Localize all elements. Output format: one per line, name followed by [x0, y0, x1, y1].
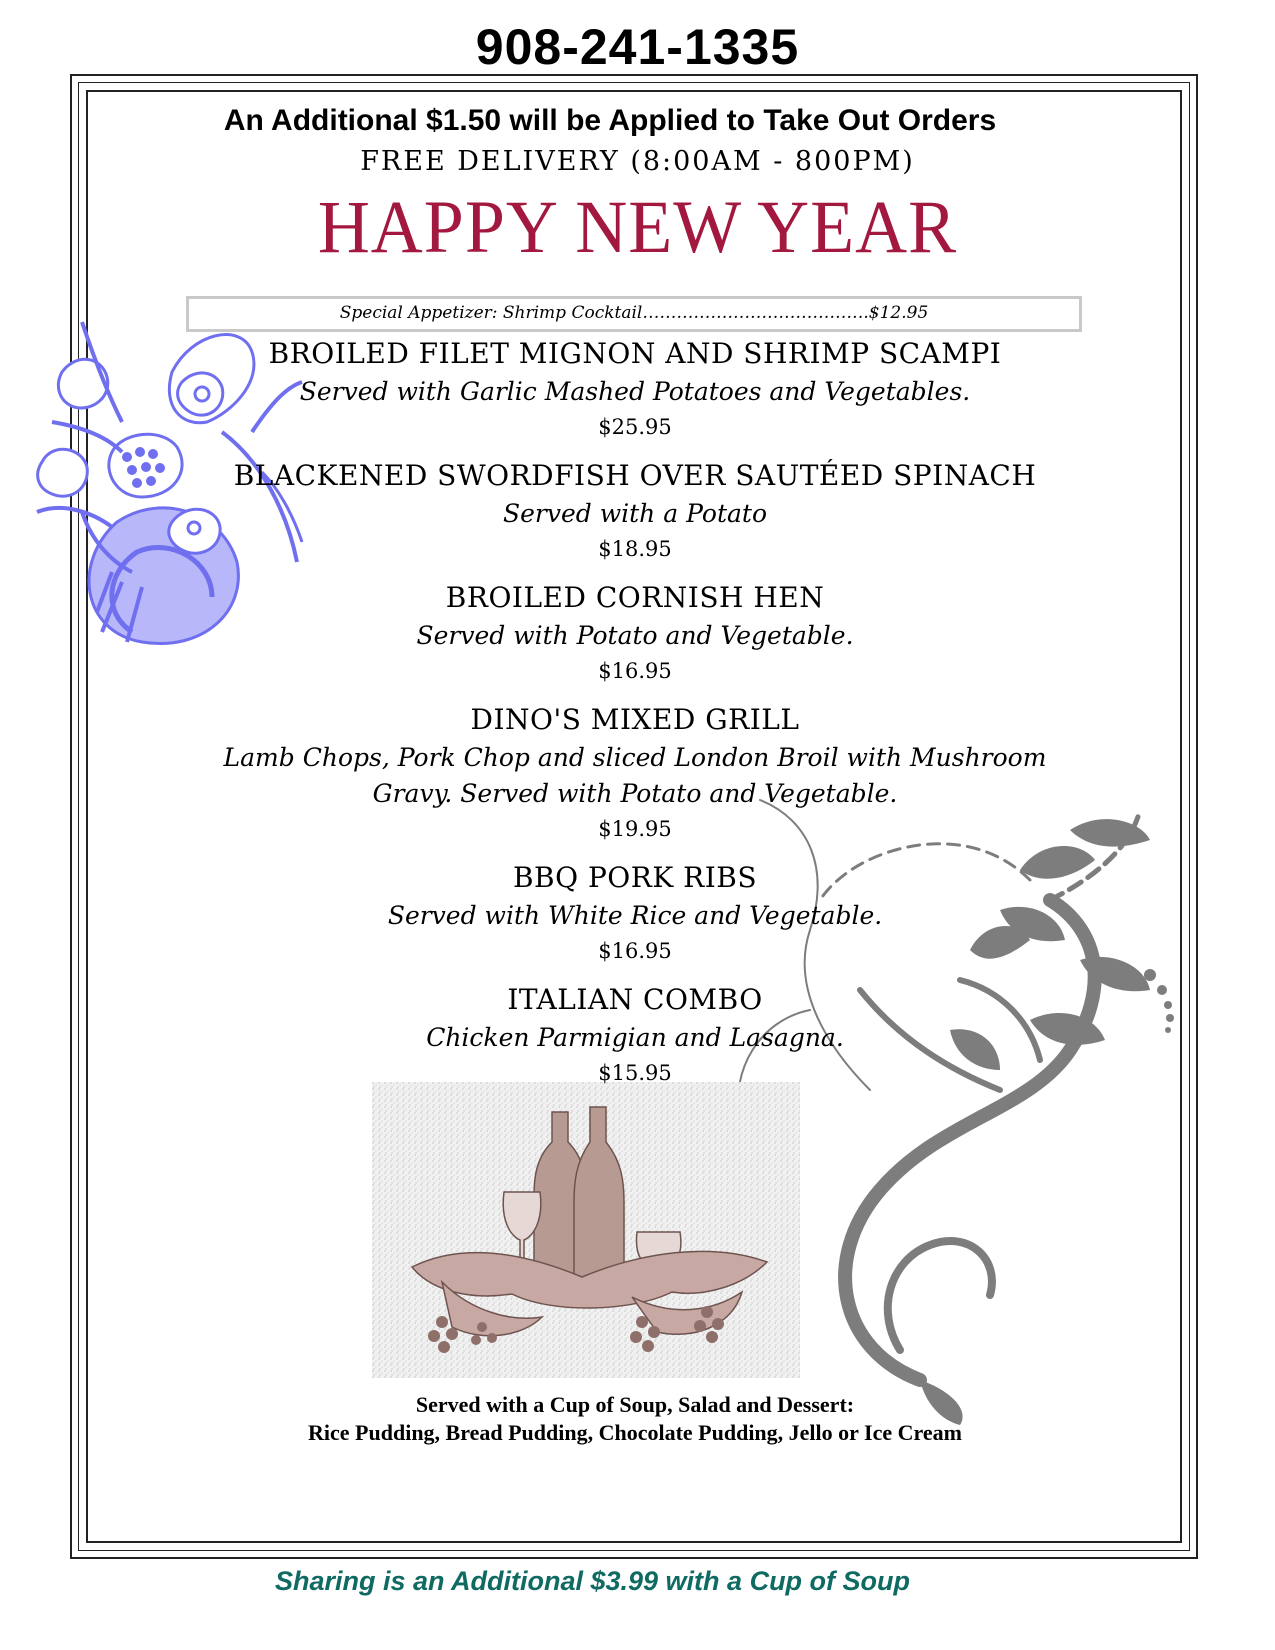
special-appetizer-box	[186, 296, 1082, 332]
menu-item-price: $16.95	[598, 939, 672, 963]
sharing-surcharge-note: Sharing is an Additional $3.99 with a Cup of Soup	[274, 1566, 911, 1596]
menu-item	[190, 334, 1080, 444]
menu-item-price: $25.95	[598, 415, 672, 439]
menu-item-description: Lamb Chops, Pork Chop and sliced London Broil with Mushroom	[223, 743, 1047, 772]
phone-number: 908-241-1335	[475, 19, 800, 75]
menu-item-name: ITALIAN COMBO	[507, 983, 763, 1016]
dessert-options: Rice Pudding, Bread Pudding, Chocolate Pudding, Jello or Ice Cream	[308, 1420, 962, 1445]
menu-item-description: Served with White Rice and Vegetable.	[387, 901, 883, 930]
menu-item-price: $16.95	[598, 659, 672, 683]
menu-item-description: Served with Garlic Mashed Potatoes and Vegetables.	[299, 377, 971, 406]
served-with-note: Served with a Cup of Soup, Salad and Dessert:	[415, 1392, 855, 1417]
menu-item	[190, 456, 1080, 566]
menu-item-description: Served with a Potato	[503, 499, 767, 528]
menu-item	[190, 858, 1080, 968]
menu-item-price: $19.95	[598, 817, 672, 841]
page-title: HAPPY NEW YEAR	[317, 184, 958, 269]
menu-item-price: $15.95	[598, 1061, 672, 1085]
special-appetizer-text: Special Appetizer: Shrimp Cocktail………………………………….$12.95	[339, 303, 929, 323]
menu-item	[190, 980, 1080, 1090]
wine-bottles-illustration	[372, 1082, 800, 1378]
menu-item-name: BROILED FILET MIGNON AND SHRIMP SCAMPI	[268, 337, 1002, 370]
menu-item-name: BROILED CORNISH HEN	[445, 581, 825, 614]
menu-item-description: Served with Potato and Vegetable.	[416, 621, 854, 650]
menu-item-description: Chicken Parmigian and Lasagna.	[426, 1023, 844, 1052]
menu-item	[190, 578, 1080, 688]
menu-item-price: $18.95	[598, 537, 672, 561]
take-out-surcharge-note: An Additional $1.50 will be Applied to Take Out Orders	[223, 104, 997, 137]
menu-item-name: BBQ PORK RIBS	[512, 861, 758, 894]
delivery-hours-note: FREE DELIVERY (8:00AM - 800PM)	[360, 146, 915, 177]
menu-item	[190, 700, 1080, 846]
menu-item-description-line-2: Gravy. Served with Potato and Vegetable.	[372, 779, 898, 808]
menu-item-name: BLACKENED SWORDFISH OVER SAUTÉED SPINACH	[233, 459, 1037, 492]
menu-item-name: DINO'S MIXED GRILL	[470, 703, 800, 736]
